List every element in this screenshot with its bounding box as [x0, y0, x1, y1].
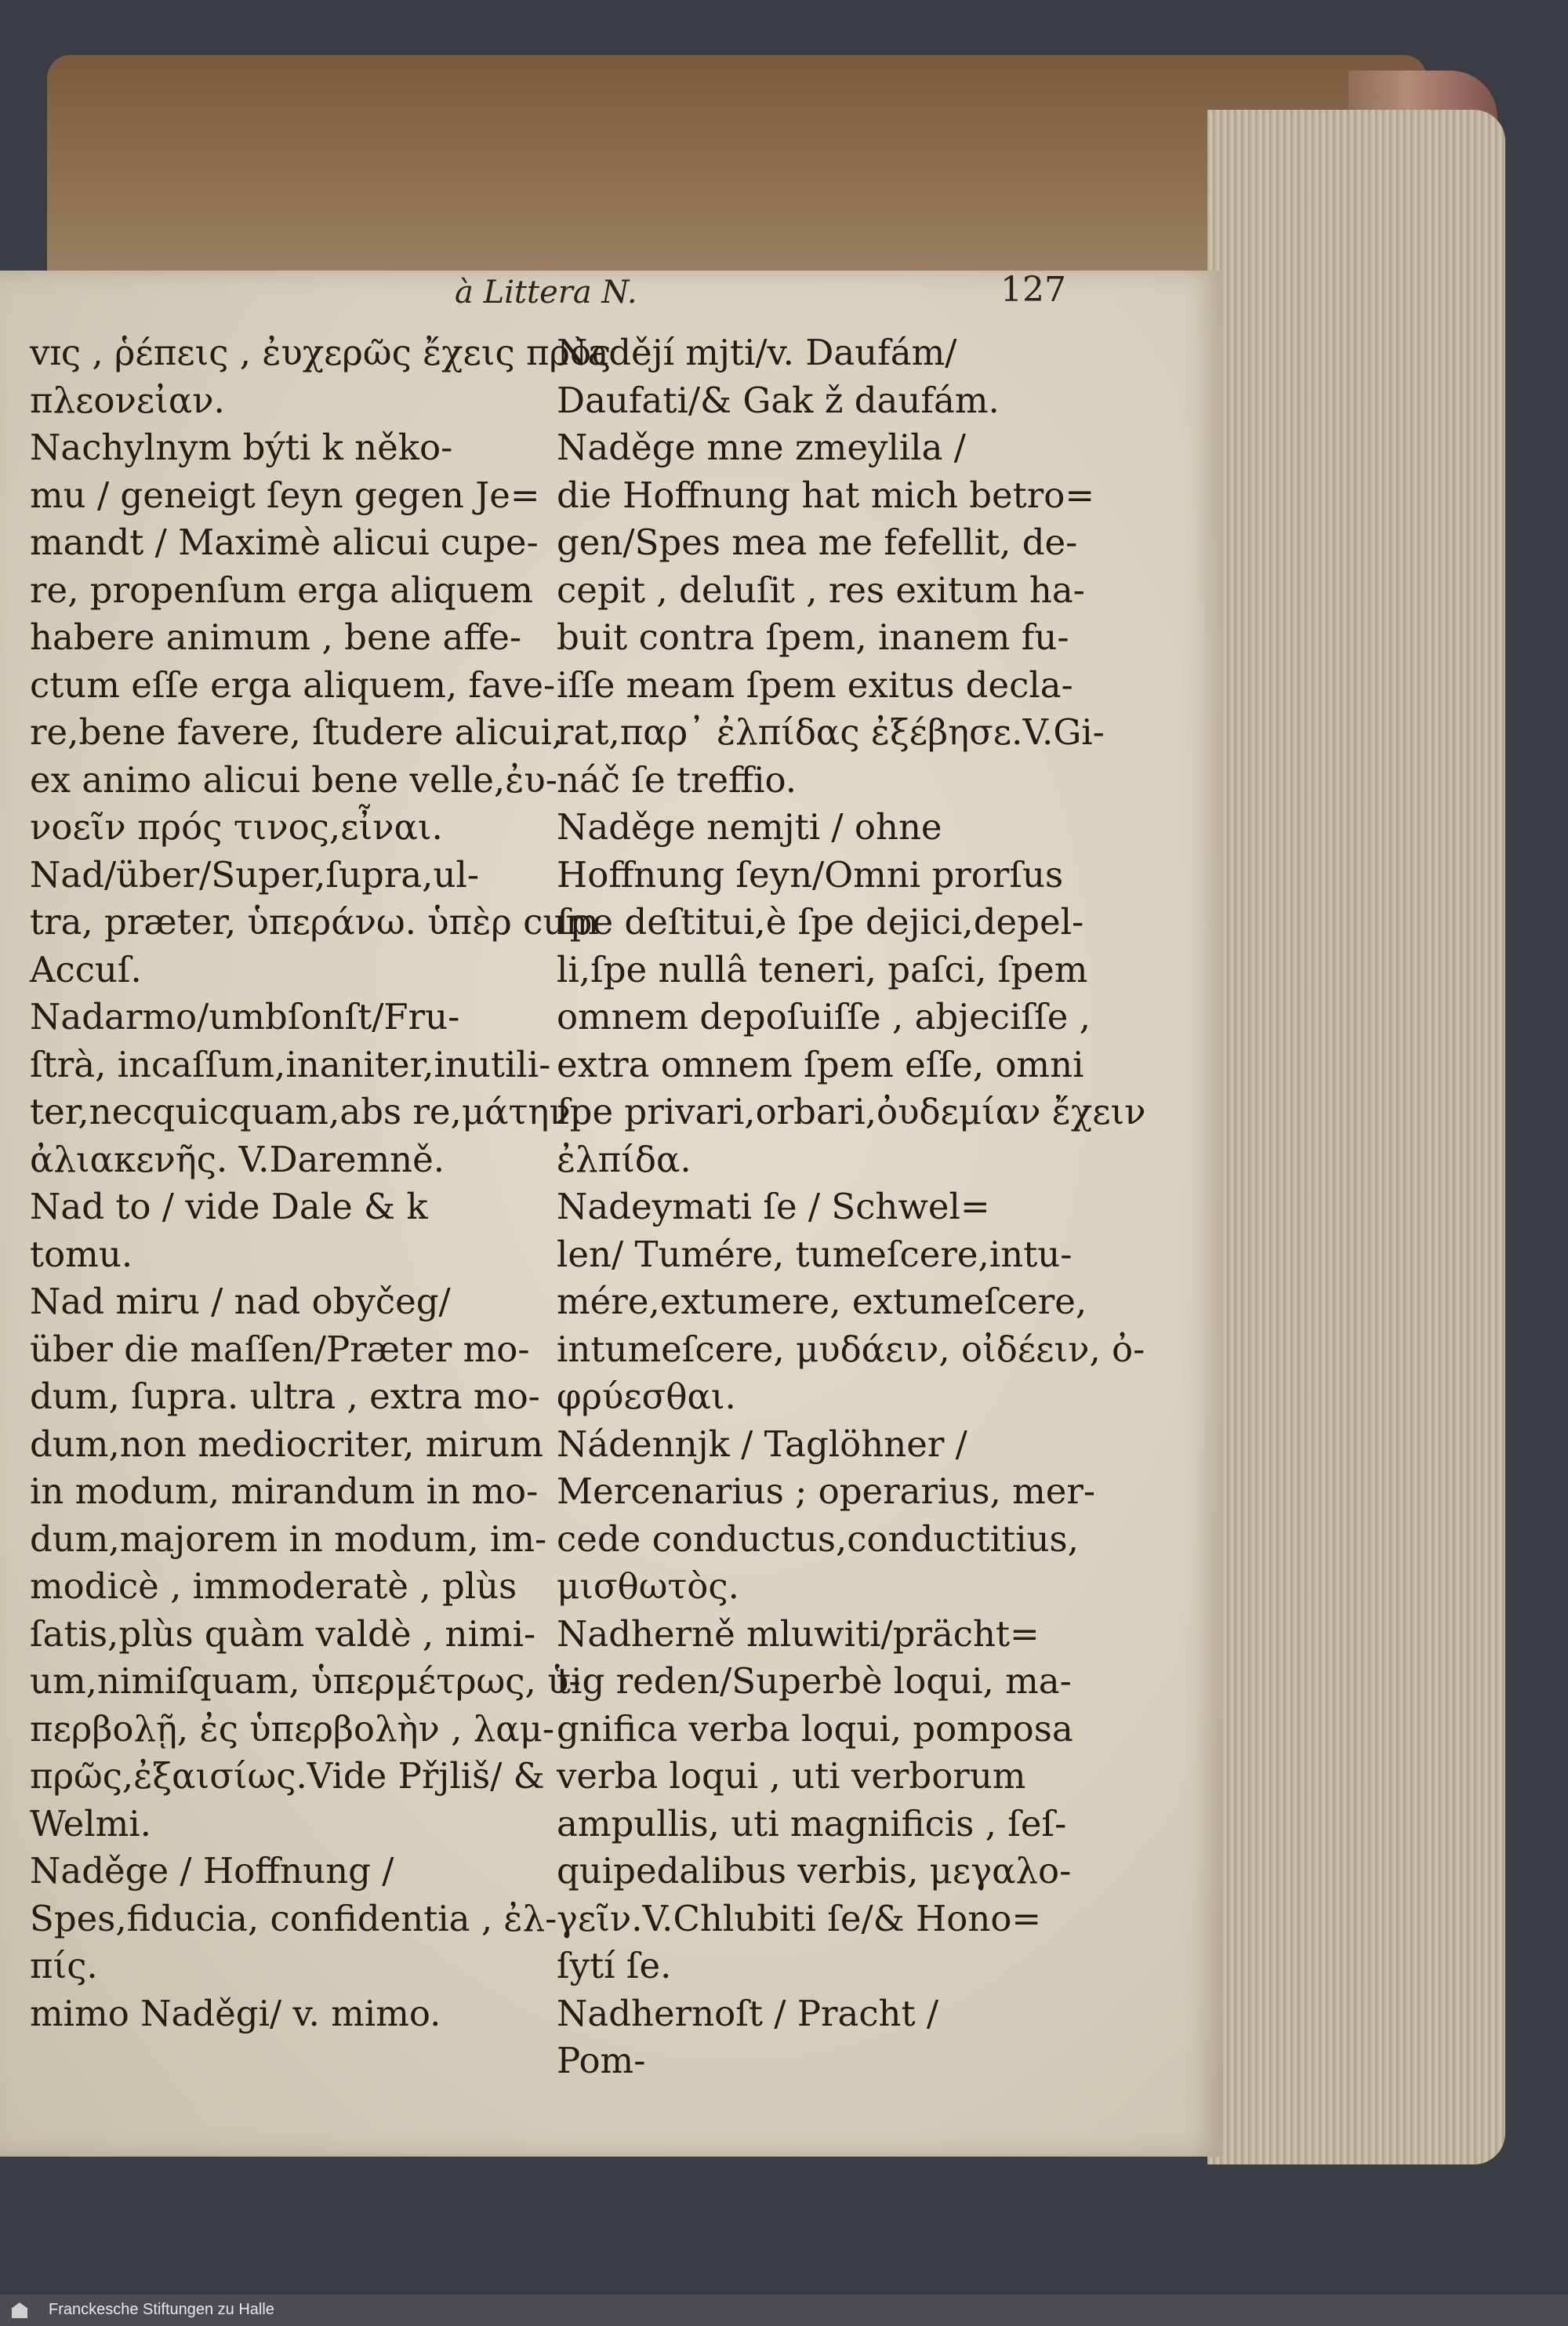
text-line: cede conductus,conductitius,: [557, 1517, 1079, 1560]
text-line: Hoffnung ſeyn/Omni prorſus: [557, 853, 1064, 896]
footer-credit: Franckesche Stiftungen zu Halle: [49, 2301, 274, 2318]
text-line: gen/Spes mea me fefellit, de-: [557, 522, 1078, 563]
text-line: ex animo alicui bene velle,ἐυ-: [30, 758, 557, 801]
text-line: tomu.: [30, 1233, 133, 1275]
right-column: [557, 329, 1146, 2085]
text-line: rat,παρ᾽ ἐλπίδας ἐξέβησε.V.Gi-: [557, 711, 1105, 753]
text-line: ctum eſſe erga aliquem, fave-: [30, 663, 556, 706]
text-line: die Hoffnung hat mich betro=: [557, 474, 1095, 516]
text-line: re,bene favere, ſtudere alicui,: [30, 711, 564, 753]
text-line: Pom-: [557, 2040, 646, 2081]
text-line: tig reden/Superbè loqui, ma-: [557, 1660, 1072, 1702]
book-fore-edge: [1207, 110, 1505, 2164]
text-line: cepit , deluſit , res exitum ha-: [557, 569, 1085, 611]
text-line: mu / geneigt ſeyn gegen Je=: [30, 474, 540, 516]
text-line: Naděge / Hoffnung /: [30, 1850, 394, 1892]
text-line: Mercenarius ; operarius, mer-: [557, 1470, 1096, 1512]
text-line: Naděge nemjti / ohne: [557, 806, 942, 848]
text-line: Spes,fiducia, confidentia , ἐλ-: [30, 1897, 557, 1939]
text-line: len/ Tumére, tumeſcere,intu-: [557, 1233, 1073, 1275]
text-line: πίς.: [30, 1945, 98, 1986]
footer-bar: [0, 2295, 1568, 2326]
text-line: buit contra ſpem, inanem fu-: [557, 616, 1069, 658]
text-line: ſpe privari,orbari,ὀυδεμίαν ἔχειν: [557, 1091, 1146, 1132]
text-line: Nadeymati ſe / Schwel=: [557, 1186, 990, 1227]
text-line: Nad miru / nad obyčeg/: [30, 1281, 451, 1322]
text-line: Naděge mne zmeylila /: [557, 427, 966, 468]
text-line: re, propenſum erga aliquem: [30, 569, 533, 611]
page-header: [455, 270, 1066, 322]
text-line: extra omnem ſpem eſſe, omni: [557, 1043, 1084, 1085]
text-line: dum,majorem in modum, im-: [30, 1517, 547, 1560]
text-line: in modum, mirandum in mo-: [30, 1470, 539, 1512]
text-line: dum, ſupra. ultra , extra mo-: [30, 1376, 540, 1417]
running-title: à Littera N.: [455, 274, 637, 311]
text-line: μισθωτὸς.: [557, 1565, 739, 1607]
text-line: Accuſ.: [30, 948, 142, 990]
text-line: πλεονεἰαν.: [30, 379, 225, 421]
text-line: modicè , immoderatè , plùs: [30, 1565, 517, 1607]
text-line: Nadějí mjti/v. Daufám/: [557, 332, 957, 373]
text-line: Nadarmo/umbſonſt/Fru-: [30, 996, 460, 1038]
text-line: omnem depoſuiſſe , abjeciſſe ,: [557, 996, 1091, 1038]
text-line: ἀλιακενῆς. V.Daremně.: [30, 1138, 445, 1180]
text-line: Nádennjk / Taglöhner /: [557, 1423, 967, 1465]
text-line: li,ſpe nullâ teneri, paſci, ſpem: [557, 948, 1088, 990]
text-line: gnifica verba loqui, pomposa: [557, 1707, 1073, 1750]
text-line: verba loqui , uti verborum: [557, 1755, 1026, 1797]
text-line: náč ſe treffio.: [557, 758, 797, 801]
text-line: πρῶς,ἐξαισίως.Vide Přjliš/ &: [30, 1755, 545, 1797]
text-line: γεῖν.V.Chlubiti ſe/& Hono=: [557, 1897, 1042, 1939]
text-line: περβολῇ, ἐς ὑπερβολὴν , λαμ-: [30, 1707, 555, 1750]
text-line: φρύεσθαι.: [557, 1376, 736, 1417]
text-line: ter,necquicquam,abs re,μάτην.: [30, 1091, 583, 1132]
text-line: intumeſcere, μυδάειν, οἰδέειν, ὀ-: [557, 1328, 1145, 1370]
text-line: Nadherně mluwiti/prächt=: [557, 1612, 1040, 1655]
text-line: ſytí ſe.: [557, 1945, 672, 1986]
text-line: um,nimiſquam, ὑπερμέτρως, ὑ-: [30, 1660, 581, 1702]
text-line: dum,non mediocriter, mirum: [30, 1423, 543, 1465]
text-line: ampullis, uti magnificis , ſeſ-: [557, 1802, 1067, 1844]
text-line: mimo Naděgi/ v. mimo.: [30, 1992, 441, 2034]
text-line: ſtrà, incaſſum,inaniter,inutili-: [30, 1043, 551, 1085]
text-line: ſpe deſtitui,è ſpe dejici,depel-: [557, 901, 1084, 943]
institution-logo-icon: [9, 2301, 30, 2320]
text-line: Daufati/& Gak ž daufám.: [557, 379, 1000, 421]
text-line: νοεῖν πρός τινος,εἶναι.: [30, 806, 443, 848]
text-line: tra, præter, ὑπεράνω. ὑπὲρ cum: [30, 901, 599, 943]
text-line: Nachylnym býti k něko-: [30, 427, 453, 468]
text-line: Welmi.: [30, 1802, 151, 1844]
text-line: habere animum , bene affe-: [30, 616, 522, 658]
text-line: mandt / Maximè alicui cupe-: [30, 522, 539, 563]
text-line: ſatis,plùs quàm valdè , nimi-: [30, 1612, 536, 1655]
text-line: über die maſſen/Præter mo-: [30, 1328, 530, 1370]
text-line: iſſe meam ſpem exitus decla-: [557, 663, 1073, 706]
text-line: ἐλπίδα.: [557, 1138, 691, 1180]
text-line: Nad/über/Super,ſupra,ul-: [30, 853, 480, 896]
text-line: Nad to / vide Dale & k: [30, 1186, 428, 1227]
text-line: quipedalibus verbis, μεγαλο-: [557, 1850, 1072, 1892]
left-column: [30, 329, 612, 2037]
page-number: 127: [1000, 270, 1066, 310]
text-line: Nadhernoſt / Pracht /: [557, 1992, 939, 2034]
text-line: mére,extumere, extumeſcere,: [557, 1281, 1087, 1322]
text-line: ᴠɪς , ῥέπεις , ἐυχερῶς ἔχεις πρὸς: [30, 332, 612, 373]
